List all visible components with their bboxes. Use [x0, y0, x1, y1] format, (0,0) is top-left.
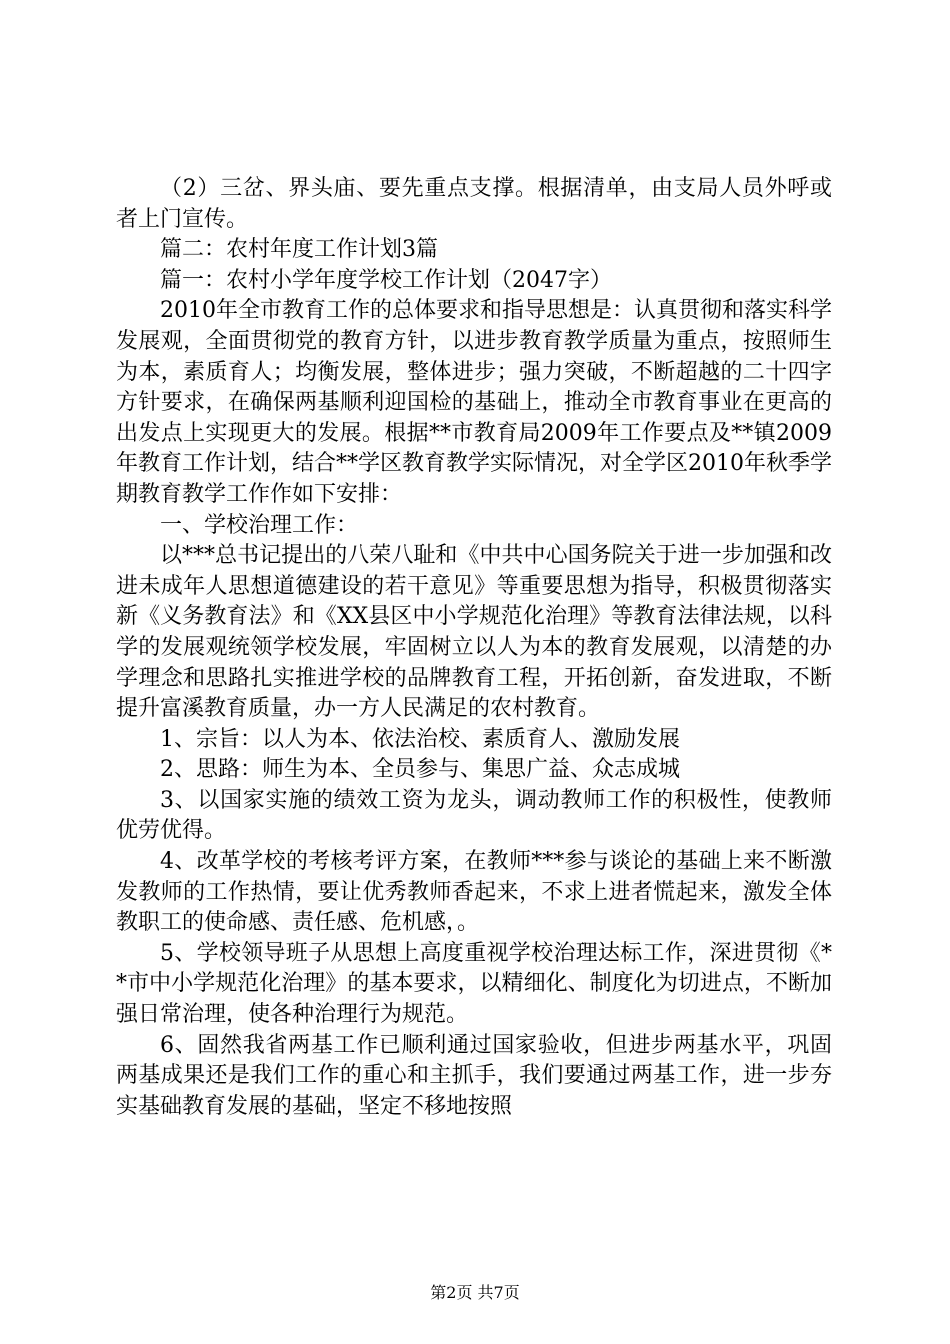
paragraph-10: 4、改革学校的考核考评方案，在教师***参与谈论的基础上来不断激发教师的工作热情，要让优秀教师香起来，不求上进者慌起来，激发全体教职工的使命感、责任感、危机感，。: [116, 849, 832, 936]
paragraph-8: 2、思路：师生为本、全员参与、集思广益、众志成城: [160, 757, 680, 783]
paragraph-7: 1、宗旨：以人为本、依法治校、素质育人、激励发展: [160, 726, 680, 752]
page-number-label: 第2页 共7页: [430, 1283, 520, 1302]
paragraph-5: 一、学校治理工作：: [160, 512, 359, 538]
paragraph-2: 篇二：农村年度工作计划3篇: [160, 237, 438, 263]
paragraph-3: 篇一：农村小学年度学校工作计划（2047字）: [160, 267, 612, 293]
paragraph-4: 2010年全市教育工作的总体要求和指导思想是：认真贯彻和落实科学发展观，全面贯彻党的教育方针，以进步教育教学质量为重点，按照师生为本，素质育人；均衡发展，整体进步；强力突破，不断超越的二十四字方针要求，在确保两基顺利迎国检的基础上，推动全市教育事业在更高的出发点上实现更大的发展。根据**市教育局2009年工作要点及**镇2009年教育工作计划，结合**学区教育教学实际情况，对全学区2010年秋季学期教育教学工作作如下安排：: [116, 298, 832, 507]
document-body: [116, 174, 832, 1122]
paragraph-12: 6、固然我省两基工作已顺利通过国家验收，但进步两基水平，巩固两基成果还是我们工作的重心和主抓手，我们要通过两基工作，进一步夯实基础教育发展的基础，坚定不移地按照: [116, 1032, 832, 1119]
paragraph-9: 3、以国家实施的绩效工资为龙头，调动教师工作的积极性，使教师优劳优得。: [116, 787, 832, 844]
paragraph-11: 5、学校领导班子从思想上高度重视学校治理达标工作，深进贯彻《**市中小学规范化治理》的基本要求，以精细化、制度化为切进点，不断加强日常治理，使各种治理行为规范。: [116, 940, 832, 1028]
paragraph-6: 以***总书记提出的八荣八耻和《中共中心国务院关于进一步加强和改进未成年人思想道德建设的若干意见》等重要思想为指导，积极贯彻落实新《义务教育法》和《XX县区中小学规范化治理》等教育法律法规，以科学的发展观统领学校发展，牢固树立以人为本的教育发展观，以清楚的办学理念和思路扎实推进学校的品牌教育工程，开拓创新，奋发进取，不断提升富溪教育质量，办一方人民满足的农村教育。: [116, 543, 832, 722]
page-footer: [0, 1283, 950, 1303]
paragraph-1: （2）三岔、界头庙、要先重点支撑。根据清单，由支局人员外呼或者上门宣传。: [116, 176, 832, 232]
